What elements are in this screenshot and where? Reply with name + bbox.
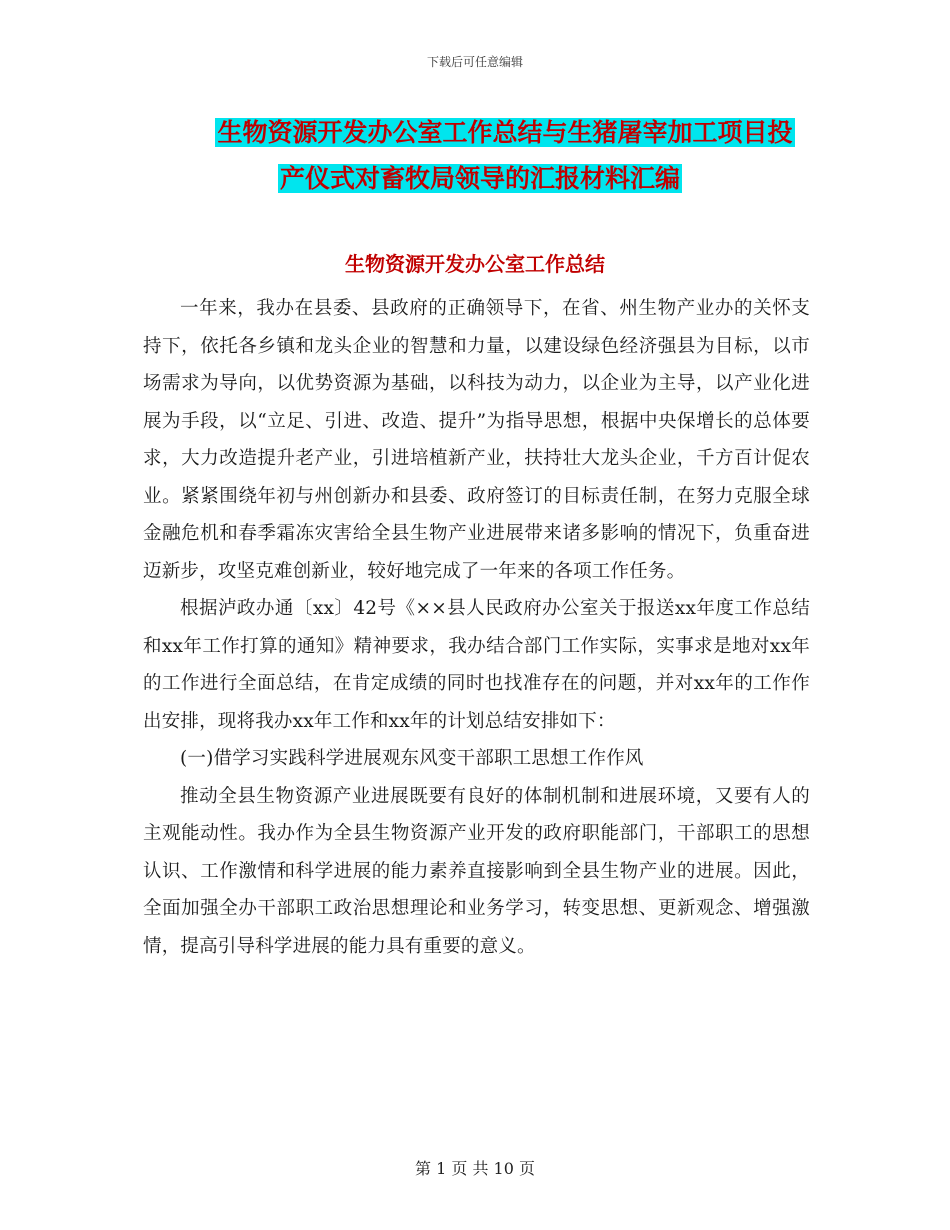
page-footer: 第 1 页 共 10 页 xyxy=(415,1159,535,1178)
paragraph: 一年来，我办在县委、县政府的正确领导下，在省、州生物产业办的关怀支持下，依托各乡镇和龙头企业的智慧和力量，以建设绿色经济强县为目标，以市场需求为导向，以优势资源为基础，以科技为动力，以企业为主导，以产业化进展为手段，以“立足、引进、改造、提升”为指导思想，根据中央保增长的总体要求，大力改造提升老产业，引进培植新产业，扶持壮大龙头企业，千方百计促农业。紧紧围绕年初与州创新办和县委、政府签订的目标责任制，在努力克服全球金融危机和春季霜冻灾害给全县生物产业进展带来诸多影响的情况下，负重奋进迈新步，攻坚克难创新业，较好地完成了一年来的各项工作任务。 xyxy=(143,298,810,582)
document-title xyxy=(140,110,820,202)
body-text xyxy=(143,290,810,965)
paragraph: 推动全县生物资源产业进展既要有良好的体制机制和进展环境，又要有人的主观能动性。我办作为全县生物资源产业开发的政府职能部门，干部职工的思想认识、工作激情和科学进展的能力素养直接影响到全县生物产业的进展。因此，全面加强全办干部职工政治思想理论和业务学习，转变思想、更新观念、增强激情，提高引导科学进展的能力具有重要的意义。 xyxy=(143,785,810,957)
paragraph: 根据泸政办通〔xx〕42号《××县人民政府办公室关于报送xx年度工作总结和xx年工作打算的通知》精神要求，我办结合部门工作实际，实事求是地对xx年的工作进行全面总结，在肯定成绩的同时也找准存在的问题，并对xx年的工作作出安排，现将我办xx年工作和xx年的计划总结安排如下： xyxy=(143,598,810,732)
subheading: (一)借学习实践科学进展观东风变干部职工思想工作作风 xyxy=(180,748,644,769)
section-title: 生物资源开发办公室工作总结 xyxy=(345,252,605,276)
title-line-2: 产仪式对畜牧局领导的汇报材料汇编 xyxy=(279,164,680,193)
header-note: 下载后可任意编辑 xyxy=(426,55,523,69)
title-line-1: 生物资源开发办公室工作总结与生猪屠宰加工项目投 xyxy=(217,118,793,147)
